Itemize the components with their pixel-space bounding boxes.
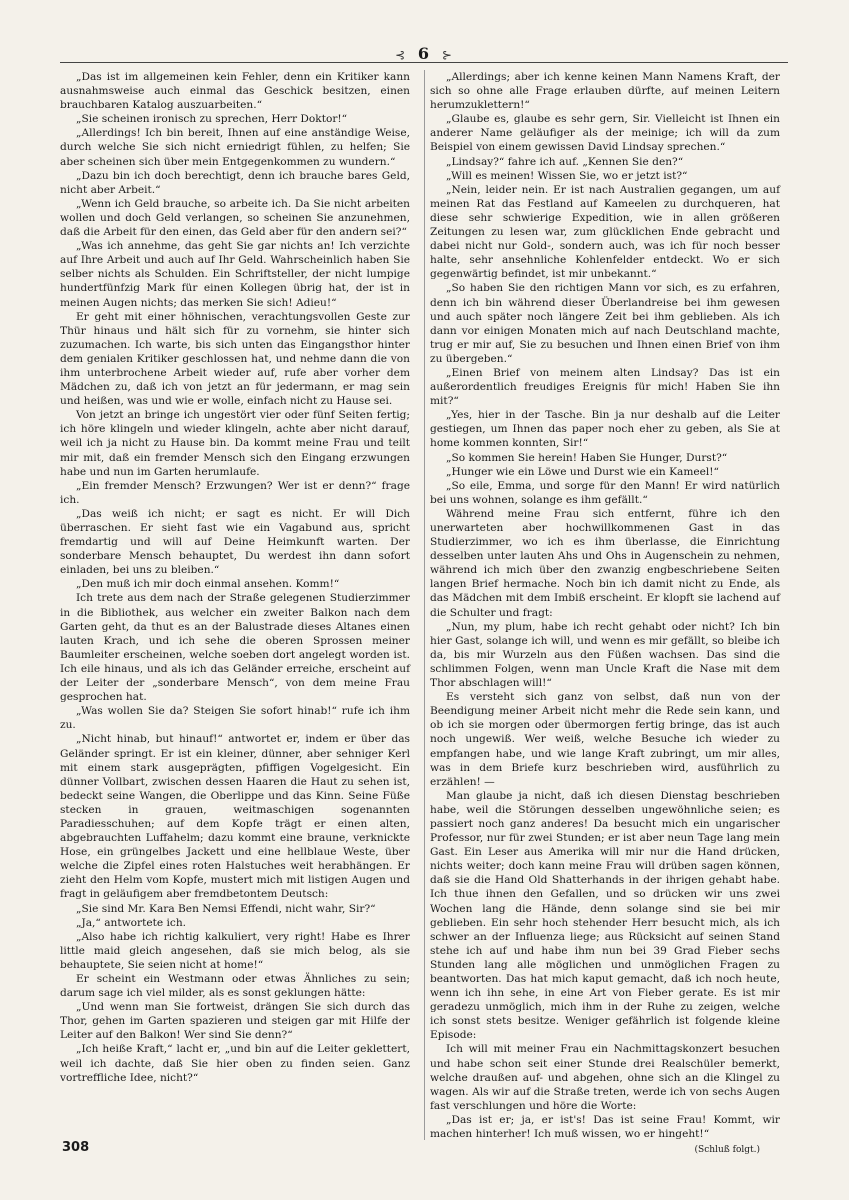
page-header — [0, 44, 849, 63]
paragraph: „Glaube es, glaube es sehr gern, Sir. Vielleicht ist Ihnen ein anderer Name geläufiger als der meinige; ich will da zum Beispiel von einem gewissen David Lindsay sprechen.“ — [430, 113, 780, 154]
continuation-note: (Schluß folgt.) — [694, 1145, 760, 1156]
paragraph: „Wenn ich Geld brauche, so arbeite ich. Da Sie nicht arbeiten wollen und doch Geld verlangen, so scheinen Sie anzunehmen, daß die Arbeit für den einen, das Geld aber für den andern sei?“ — [60, 197, 410, 239]
paragraph: „Dazu bin ich doch berechtigt, denn ich brauche bares Geld, nicht aber Arbeit.“ — [60, 169, 410, 196]
page-number: 308 — [62, 1140, 90, 1155]
paragraph: Ich will mit meiner Frau ein Nachmittagskonzert besuchen und habe schon seit einer Stunde drei Realschüler bemerkt, welche draußen auf- und abgehen, ohne sich an die Klingel zu wagen. Als wir auf die Straße treten, werde ich von sechs Augen fast verschlungen und höre die Worte: — [430, 1043, 780, 1112]
paragraph: Man glaube ja nicht, daß ich diesen Dienstag beschrieben habe, weil die Störungen desselben ungewöhnliche seien; es passiert noch ganz anderes! Da besucht mich ein ungarischer Professor, nur für zwei Stunden; er ist aber neun Tage lang mein Gast. Ein Leser aus Amerika will mir nur die Hand drücken, nichts weiter; doch kann meine Frau will drüben sagen können, daß sie die Hand Old Shatterhands in der ihrigen gehabt habe. Ich thue ihnen den Gefallen, und so drücken wir uns zwei Wochen lang die Hände, denn solange sind sie bei mir geblieben. Ein sehr hoch stehender Herr besucht mich, als ich schwer an der Influenza liege; aus Rücksicht auf seinen Stand stehe ich auf und habe ihm nun bei 39 Grad Fieber sechs Stunden lang alle möglichen und unmöglichen Fragen zu beantworten. Das hat mich kaput gemacht, daß ich noch heute, wenn ich ihn sehe, in eine Art von Fieber gerate. Es ist mir geradezu unmöglich, mich ihm in der Ruhe zu zeigen, welche ich sonst stets besitze. Weniger gefährlich ist folgende kleine Episode: — [430, 789, 780, 1042]
paragraph: „Einen Brief von meinem alten Lindsay? Das ist ein außerordentlich freudiges Ereignis für mich! Haben Sie ihn mit?“ — [430, 366, 780, 408]
paragraph: Von jetzt an bringe ich ungestört vier oder fünf Seiten fertig; ich höre klingeln und wieder klingeln, achte aber nicht darauf, weil ich ja nicht zu Hause bin. Da kommt meine Frau und teilt mir mit, daß ein fremder Mensch sich den Eingang erzwungen habe und nun im Garten herumlaufe. — [60, 409, 410, 478]
paragraph: „So kommen Sie herein! Haben Sie Hunger, Durst?“ — [446, 451, 728, 464]
paragraph: „So eile, Emma, und sorge für den Mann! Er wird natürlich bei uns wohnen, solange es ihm gefällt.“ — [430, 479, 780, 506]
paragraph: „Nun, my plum, habe ich recht gehabt oder nicht? Ich bin hier Gast, solange ich will, und wenn es mir gefällt, so bleibe ich da, bis mir Wurzeln aus den Füßen wachsen. Das sind die schlimmen Folgen, wenn man Uncle Kraft die Nase mit dem Thor abschlagen will!“ — [430, 620, 780, 690]
paragraph: „Hunger wie ein Löwe und Durst wie ein Kameel!“ — [446, 465, 719, 478]
paragraph: Es versteht sich ganz von selbst, daß nun von der Beendigung meiner Arbeit nicht mehr die Rede sein kann, und ob ich sie morgen oder übermorgen fertig bringe, das ist auch noch ungewiß. Wer weiß, welche Besuche ich wieder zu empfangen habe, und wie lange Kraft zubringt, um mir alles, was in dem Briefe kurz beschrieben wird, ausführlich zu erzählen! — — [430, 691, 780, 788]
paragraph: „Den muß ich mir doch einmal ansehen. Komm!“ — [76, 578, 340, 591]
paragraph: „Lindsay?“ fahre ich auf. „Kennen Sie den?“ — [446, 155, 684, 168]
paragraph: „Nicht hinab, but hinauf!“ antwortet er, indem er über das Geländer springt. Er ist ein kleiner, dünner, aber sehniger Kerl mit einem stark ausgeprägten, pfiffigen Vogelgesicht. Ein dünner Vollbart, zwischen dessen Haaren die Haut zu sehen ist, bedeckt seine Wangen, die Oberlippe und das Kinn. Seine Füße stecken in grauen, weitmaschigen sogenannten Paradiesschuhen; auf dem Kopfe trägt er einen alten, abgebrauchten Luffahelm; dazu kommt eine braune, verknickte Hose, ein grüngelbes Jackett und eine hellblaue Weste, über welche die Zipfel eines roten Halstuches weit herabhängen. Er zieht den Helm vom Kopfe, mustert mich mit listigen Augen und fragt in geläufigem aber fremdbetontem Deutsch: — [60, 733, 410, 901]
paragraph: „Also habe ich richtig kalkuliert, very right! Habe es Ihrer little maid gleich angesehen, daß sie mich belog, als sie behauptete, Sie seien nicht at home!“ — [60, 930, 410, 971]
ornament-right-icon: ⊱ — [441, 48, 454, 62]
page-marker: 6 — [417, 44, 432, 63]
paragraph: „Yes, hier in der Tasche. Bin ja nur deshalb auf die Leiter gestiegen, um Ihnen das paper noch eher zu geben, als Sie at home kommen konnten, Sir!“ — [430, 409, 780, 450]
paragraph: „Ja,“ antwortete ich. — [76, 916, 187, 929]
paragraph: Während meine Frau sich entfernt, führe ich den unerwarteten aber hochwillkommenen Gast in das Studierzimmer, wo ich es ihm überlasse, die Einrichtung desselben unter lauten Ahs und Ohs in Augenschein zu nehmen, während ich mich über den zwanzig engbeschriebene Seiten langen Brief hermache. Noch bin ich damit nicht zu Ende, als das Mädchen mit dem Imbiß erscheint. Er klopft sie lachend auf die Schulter und fragt: — [430, 507, 780, 619]
header-rule — [60, 62, 788, 63]
paragraph: „So haben Sie den richtigen Mann vor sich, es zu erfahren, denn ich bin während dieser Überlandreise bei ihm gewesen und auch später noch längere Zeit bei ihm geblieben. Als ich dann vor einigen Monaten mich auf nach Deutschland machte, trug er mir auf, Sie zu besuchen und Ihnen einen Brief von ihm zu übergeben.“ — [430, 282, 780, 365]
paragraph: Er geht mit einer höhnischen, verachtungsvollen Geste zur Thür hinaus und hält sich für zu vornehm, sie hinter sich zuzumachen. Ich warte, bis sich unten das Eingangsthor hinter dem genialen Kritiker geschlossen hat, und nehme dann die von ihm unterbrochene Arbeit wieder auf, rufe aber vorher dem Mädchen zu, daß ich von jetzt an für jedermann, er mag sein und heißen, was und wie er wolle, einfach nicht zu Hause sei. — [60, 310, 410, 408]
paragraph: „Und wenn man Sie fortweist, drängen Sie sich durch das Thor, gehen im Garten spazieren und steigen gar mit Hilfe der Leiter auf den Balkon! Wer sind Sie denn?“ — [60, 1001, 410, 1042]
paragraph: „Das ist im allgemeinen kein Fehler, denn ein Kritiker kann ausnahmsweise auch einmal das Geschick besitzen, einen brauchbaren Katalog auszuarbeiten.“ — [60, 71, 410, 112]
paragraph: „Das ist er; ja, er ist's! Das ist seine Frau! Kommt, wir machen hinterher! Ich muß wissen, wo er hingeht!“ — [430, 1113, 780, 1141]
paragraph: „Das weiß ich nicht; er sagt es nicht. Er will Dich überraschen. Er sieht fast wie ein Vagabund aus, spricht fremdartig und will auf Deine Heimkunft warten. Der sonderbare Mensch behauptet, Du werdest ihn dann sofort einladen, bei uns zu bleiben.“ — [60, 507, 410, 577]
paragraph: „Ich heiße Kraft,“ lacht er, „und bin auf die Leiter geklettert, weil ich dachte, daß Sie hier oben zu finden seien. Ganz vortreffliche Idee, nicht?“ — [60, 1043, 410, 1084]
paragraph: „Will es meinen! Wissen Sie, wo er jetzt ist?“ — [446, 169, 688, 182]
left-column — [60, 70, 410, 1085]
paragraph: Er scheint ein Westmann oder etwas Ähnliches zu sein; darum sage ich viel milder, als es sonst geklungen hätte: — [60, 973, 410, 1000]
paragraph: Ich trete aus dem nach der Straße gelegenen Studierzimmer in die Bibliothek, aus welcher ein zweiter Balkon nach dem Garten geht, da thut es an der Balustrade dieses Altanes einen lauten Krach, und ich sehe die oberen Sprossen meiner Baumleiter erscheinen, welche soeben dort angelegt worden ist. Ich eile hinaus, und als ich das Geländer erreiche, erscheint auf der Leiter der „sonderbare Mensch“, von dem meine Frau gesprochen hat. — [60, 592, 410, 704]
paragraph: „Allerdings! Ich bin bereit, Ihnen auf eine anständige Weise, durch welche Sie sich nicht erniedrigt fühlen, zu helfen; Sie aber scheinen sich über mein Entgegenkommen zu wundern.“ — [60, 127, 410, 168]
ornament-left-icon: ⊰ — [395, 48, 408, 62]
paragraph: „Sie sind Mr. Kara Ben Nemsi Effendi, nicht wahr, Sir?“ — [76, 902, 376, 915]
paragraph: „Ein fremder Mensch? Erzwungen? Wer ist er denn?“ frage ich. — [60, 479, 410, 506]
paragraph: „Was wollen Sie da? Steigen Sie sofort hinab!“ rufe ich ihm zu. — [60, 705, 410, 732]
paragraph: „Nein, leider nein. Er ist nach Australien gegangen, um auf meinen Rat das Festland auf Kameelen zu durchqueren, hat diese sehr schwierige Expedition, wie in allen größeren Zeitungen zu lesen war, zum glücklichen Ende gebracht und dabei nicht nur Gold-, sondern auch, was ich für noch besser halte, sehr ansehnliche Kohlenfelder entdeckt. Wo er sich gegenwärtig befindet, ist mir unbekannt.“ — [430, 183, 780, 281]
paragraph: „Sie scheinen ironisch zu sprechen, Herr Doktor!“ — [76, 113, 348, 126]
column-divider — [424, 70, 425, 1140]
paragraph: „Allerdings; aber ich kenne keinen Mann Namens Kraft, der sich so ohne alle Frage erlauben dürfte, auf meinen Leitern herumzuklettern!“ — [430, 71, 780, 112]
right-column — [430, 70, 780, 1157]
paragraph: „Was ich annehme, das geht Sie gar nichts an! Ich verzichte auf Ihre Arbeit und auch auf Ihr Geld. Wahrscheinlich haben Sie selber nichts als Schulden. Ein Schriftsteller, der nicht lumpige hundertfünfzig Mark für einen Kollegen übrig hat, der ist in meinen Augen nichts; das merken Sie sich! Adieu!“ — [60, 240, 410, 309]
